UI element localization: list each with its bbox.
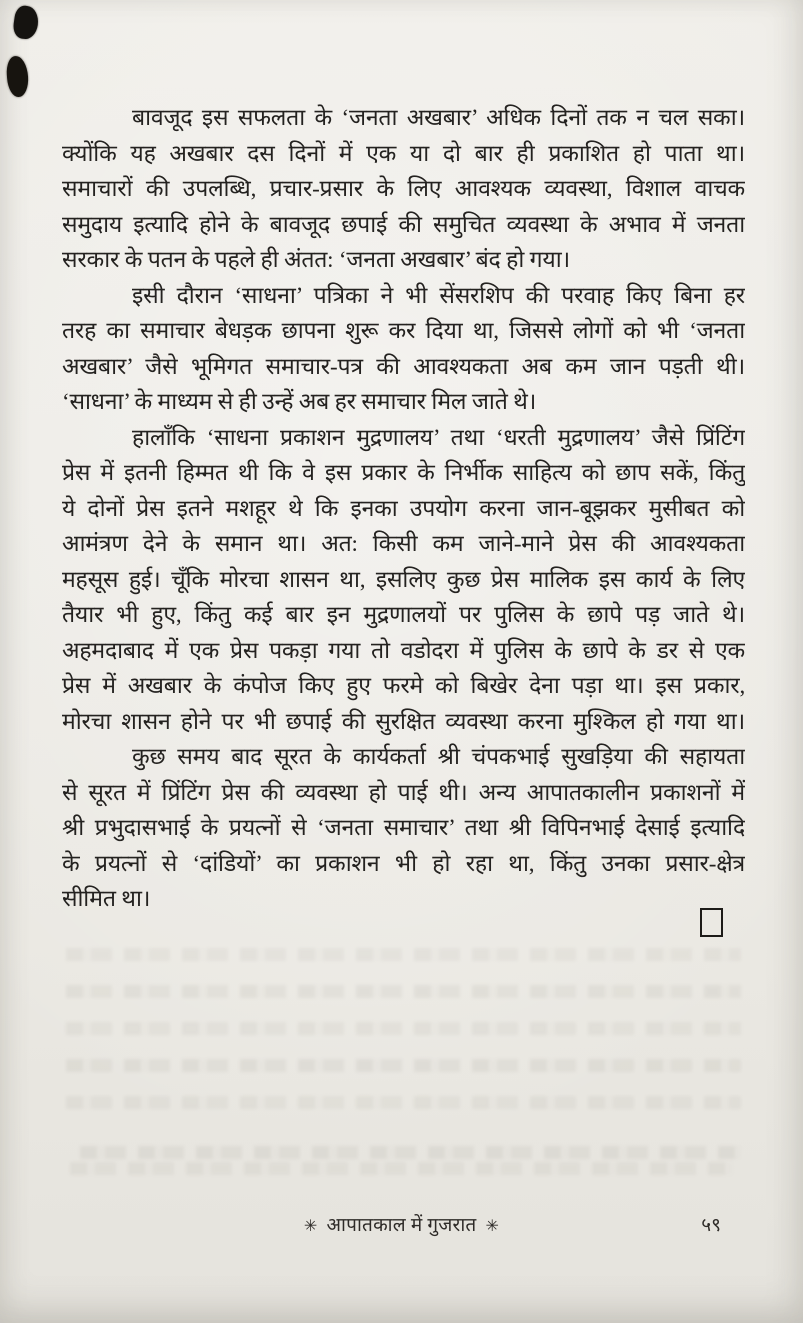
text-line: ‘साधना’ के माध्यम से ही उन्हें अब हर समाचार मिल जाते थे। (62, 389, 537, 414)
text-line: से सूरत में प्रिंटिंग प्रेस की व्यवस्था हो पाई थी। अन्य आपातकालीन प्रकाशनों में (62, 779, 745, 805)
section-end-square-icon (700, 908, 723, 937)
text-line: मोरचा शासन होने पर भी छपाई की सुरक्षित व्यवस्था करना मुश्किल हो गया था। (62, 708, 745, 734)
text-line: सरकार के पतन के पहले ही अंतत: ‘जनता अखबार’ बंद हो गया। (62, 247, 570, 272)
text-line: इसी दौरान ‘साधना’ पत्रिका ने भी सेंसरशिप की परवाह किए बिना हर (132, 282, 745, 308)
page-number: ५९ (701, 1215, 721, 1236)
body-text (62, 100, 745, 917)
bleedthrough-row (80, 1146, 741, 1159)
paragraph (62, 739, 745, 917)
bleedthrough-row (66, 948, 741, 961)
text-line: हालाँकि ‘साधना प्रकाशन मुद्रणालय’ तथा ‘धरती मुद्रणालय’ जैसे प्रिंटिंग (132, 424, 745, 450)
paragraph (62, 420, 745, 740)
bleedthrough-row (66, 985, 741, 998)
text-line: प्रेस में अखबार के कंपोज किए हुए फरमे को बिखेर देना पड़ा था। इस प्रकार, (62, 673, 745, 698)
text-line: ये दोनों प्रेस इतने मशहूर थे कि इनका उपयोग करना जान-बूझकर मुसीबत को (62, 495, 745, 521)
bleedthrough-row (70, 1162, 733, 1175)
paragraph (62, 100, 745, 278)
text-line: तैयार भी हुए, किंतु कई बार इन मुद्रणालयों पर पुलिस के छापे पड़ जाते थे। (62, 602, 745, 627)
text-line: तरह का समाचार बेधड़क छापना शुरू कर दिया था, जिससे लोगों को भी ‘जनता (62, 318, 745, 343)
text-line: आमंत्रण देने के समान था। अत: किसी कम जाने-माने प्रेस की आवश्यकता (62, 531, 745, 556)
text-line: समुदाय इत्यादि होने के बावजूद छपाई की समुचित व्यवस्था के अभाव में जनता (62, 211, 745, 237)
text-line: महसूस हुई। चूँकि मोरचा शासन था, इसलिए कुछ प्रेस मालिक इस कार्य के लिए (62, 566, 745, 592)
text-line: अहमदाबाद में एक प्रेस पकड़ा गया तो वडोदरा में पुलिस के छापे के डर से एक (62, 637, 745, 663)
bleedthrough-row (66, 1022, 741, 1035)
asterisk-ornament-icon: ✳ (303, 1218, 318, 1235)
text-line: के प्रयत्नों से ‘दांडियों’ का प्रकाशन भी हो रहा था, किंतु उनका प्रसार-क्षेत्र (62, 850, 745, 876)
text-line: कुछ समय बाद सूरत के कार्यकर्ता श्री चंपकभाई सुखड़िया की सहायता (132, 744, 745, 769)
text-line: अखबार’ जैसे भूमिगत समाचार-पत्र की आवश्यकता अब कम जान पड़ती थी। (62, 353, 745, 379)
text-line: समाचारों की उपलब्धि, प्रचार-प्रसार के लिए आवश्यक व्यवस्था, विशाल वाचक (62, 176, 745, 201)
text-line: प्रेस में इतनी हिम्मत थी कि वे इस प्रकार के निर्भीक साहित्य को छाप सकें, किंतु (62, 460, 745, 485)
scan-ink-artifact (12, 4, 40, 40)
text-line: सीमित था। (62, 886, 151, 911)
paragraph (62, 278, 745, 420)
scan-ink-artifact (6, 55, 30, 97)
asterisk-ornament-icon: ✳ (485, 1218, 500, 1235)
footer-title: आपातकाल में गुजरात (326, 1215, 477, 1236)
text-line: श्री प्रभुदासभाई के प्रयत्नों से ‘जनता समाचार’ तथा श्री विपिनभाई देसाई इत्यादि (62, 815, 745, 840)
text-line: बावजूद इस सफलता के ‘जनता अखबार’ अधिक दिनों तक न चल सका। (132, 105, 745, 130)
bleedthrough-row (66, 1096, 741, 1109)
running-footer (0, 1211, 803, 1242)
text-line: क्योंकि यह अखबार दस दिनों में एक या दो बार ही प्रकाशित हो पाता था। (62, 140, 745, 166)
bleedthrough-row (66, 1059, 741, 1072)
